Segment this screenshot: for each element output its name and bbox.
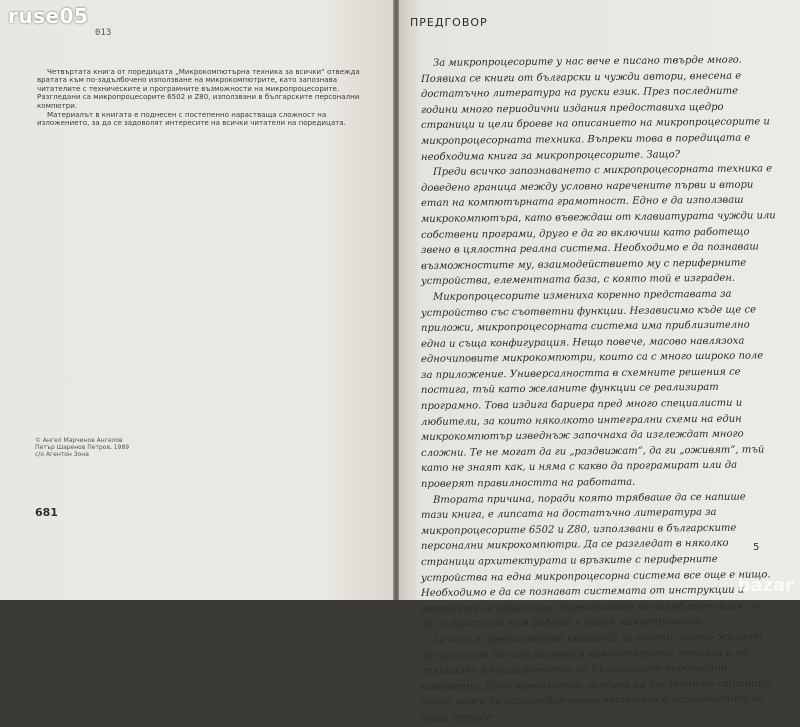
left-page <box>0 0 395 600</box>
left-intro-paragraph-2: Материалът в книгата е поднесен с постепенно нарастваща сложност на изложението, за да се задоволят интересите на всички читатели на поредицата. <box>37 110 346 128</box>
preface-paragraph-1: За микропроцесорите у нас вече е писано твърде много. Появиха се книги от български и чужди автори, внесена е достатъчно литература на руски език. През последните години много периодични издания предоставиха щедро страници и цели броеве на описанието на микропроцесорите и микропроцесорната техника. Въпреки това в поредицата е необходима книга за микропроцесорите. Защо? <box>421 54 770 163</box>
preface-paragraph-3: Микропроцесорите измениха коренно представата за устройство със съответни функции. Независимо къде ще се приложи, микропроцесорната система има приблизително една и съща конфигурация. Нещо повече, масово навлязоха едночиповите микрокомпютри, които са с много широко поле за приложение. Универсалността в схемните решения се постига, тъй като желаните функции се реализират програмно. Това издига бариера пред много специалисти и любители, за които няколкото интегрални схеми на един микрокомпютър изведнъж започнаха да изглеждат много сложни. Те не могат да ги „раздвижат“, да ги „оживят“, тъй като не знаят как, и няма с какво да програмират или да проверят правилността на работата. <box>421 288 765 491</box>
watermark-corner-logo: bazar <box>737 575 794 596</box>
credit-line-3: с/о Агентон Зона <box>35 451 89 459</box>
credit-line-2: Петър Шаренов Петров, 1989 <box>35 444 130 452</box>
preface-body <box>421 52 776 726</box>
book-gutter <box>393 0 399 600</box>
credit-line-1: © Ангел Марчинов Ангелов <box>35 437 123 444</box>
left-page-top-number: 013 <box>95 28 112 38</box>
right-page-number: 5 <box>753 542 760 553</box>
preface-heading: ПРЕДГОВОР <box>410 16 488 29</box>
watermark-logo: ruse05 <box>8 4 89 28</box>
copyright-credits <box>35 437 235 459</box>
preface-paragraph-2: Преди всичко запознаването с микропроцесорната техника е доведено граница между условно наречените първи и втори етап на компютърната грамотност. Едно е да използваш микрокомпютъра, като въвеждаш от клавиатурата чужди или собствени програми, друго е да го включиш като работещо звено в цялостна реална система. Необходимо е да познаваш възможностите му, взаимодействието му с периферните устройства, елементната база, с която той е изграден. <box>421 163 776 288</box>
left-page-number: 681 <box>35 506 58 519</box>
preface-paragraph-5: За кого е предназначена книгата? За всички, които желаят да навлязат по-задълбочено в компютърната техника и по-специално в приложението на българските персонални компютри. Едно предимство, особено на последните страници, обаче може да разколебае някои читатели в истинността на това твърде- <box>421 631 775 724</box>
left-page-intro <box>37 68 362 128</box>
left-intro-paragraph-1: Четвъртата книга от поредицата „Микрокомпютърна техника за всички“ отвежда вратата към по-задълбочено използване на микрокомпютрите, като запознава читателите с техническите и програмните възможности на микропроцесорите. Разгледани са микропроцесорите 6502 и Z80, използвани в българските персонални компютри. <box>37 67 360 110</box>
preface-paragraph-4: Втората причина, поради която трябваше да се напише тази книга, е липсата на достатъчно литература за микропроцесорите 6502 и Z80, използвани в българските персонални микрокомпютри. Да се разгледат в няколко страници архитектурата и връзките с периферните устройства на една микропроцесорна система все още е нищо. Необходимо е да се познават системата от инструкции и методите за адресация, директивите на асемблерен език, за да се пристъпи към работа с даден микропроцесор. <box>421 491 771 631</box>
